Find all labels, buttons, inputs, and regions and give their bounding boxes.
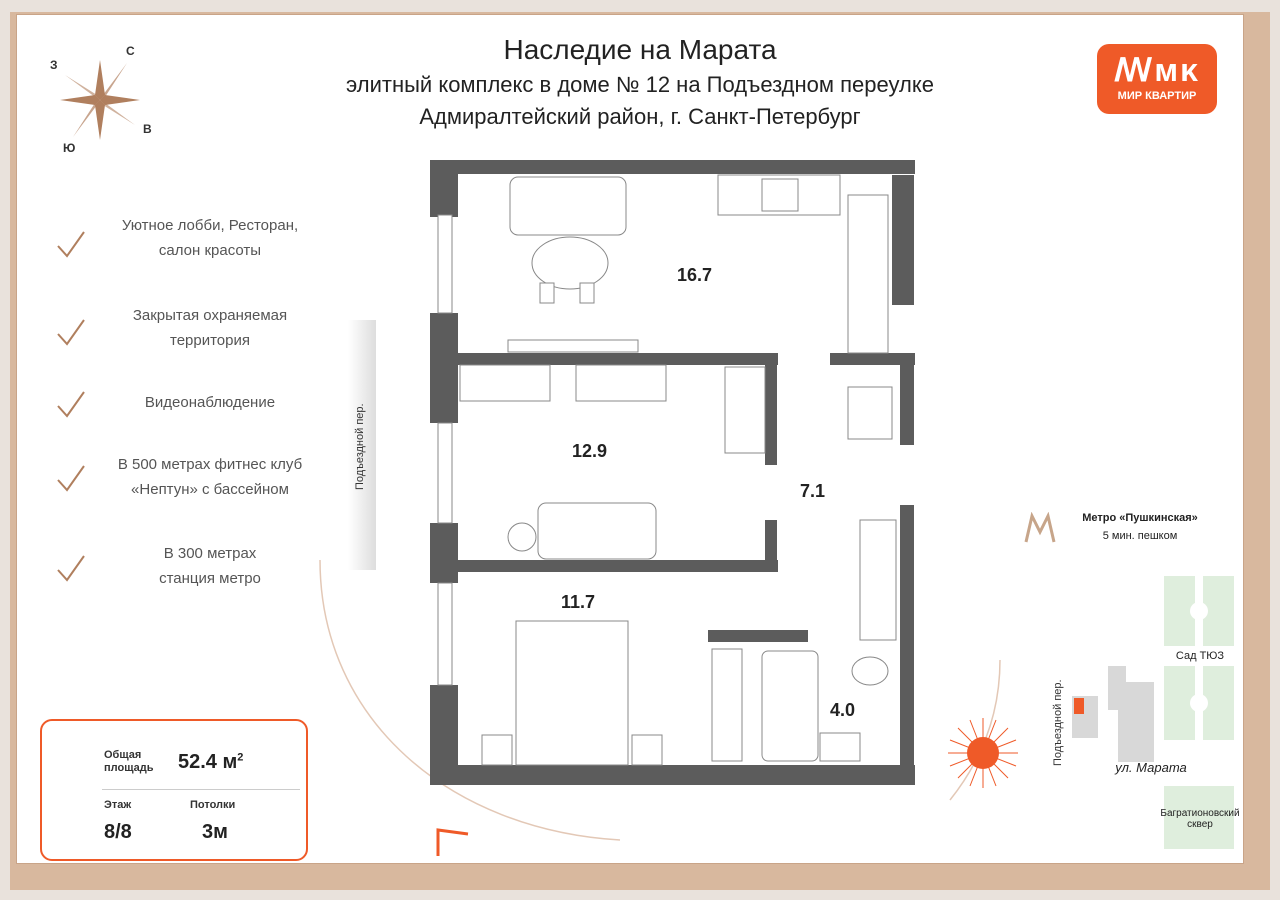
arrow-icon xyxy=(432,826,472,866)
divider xyxy=(102,789,300,790)
feature-item: В 500 метрах фитнес клуб «Нептун» с бассейном xyxy=(117,456,303,498)
area-label: Общая площадь xyxy=(104,749,154,774)
feature-item: Уютное лобби, Ресторан, салон красоты xyxy=(121,217,299,259)
feature-item: Видеонаблюдение xyxy=(144,394,276,411)
check-icon xyxy=(55,552,87,584)
compass-south: Ю xyxy=(63,141,76,155)
room-area-hall: 7.1 xyxy=(800,481,826,501)
check-icon xyxy=(55,388,87,420)
floor-plan xyxy=(420,155,920,790)
summary-card xyxy=(40,719,308,861)
moon-icon xyxy=(304,510,338,560)
sun-icon xyxy=(948,718,1018,788)
compass-east: В xyxy=(143,122,152,136)
metro-title: Метро «Пушкинская» xyxy=(1082,512,1198,524)
compass-north: С xyxy=(126,44,135,58)
area-value: 52.4 $м^2$ xyxy=(178,751,244,773)
page-location: Адмиралтейский район, г. Санкт-Петербург xyxy=(419,104,861,129)
room-area-bath: 4.0 xyxy=(830,700,856,720)
ceiling-value: 3м xyxy=(202,821,228,843)
building-map xyxy=(1068,658,1164,770)
ceiling-label: Потолки xyxy=(190,799,236,811)
metro-icon xyxy=(1022,512,1058,544)
feature-item: В 300 метрах станция метро xyxy=(159,545,261,587)
floor-label: Этаж xyxy=(104,799,132,811)
brand-logo xyxy=(1097,44,1217,114)
logo-mark: ꟿᴍᴋ xyxy=(1114,52,1200,88)
street-label-left: Подъездной пер. xyxy=(354,403,366,490)
check-icon xyxy=(55,462,87,494)
metro-subtitle: 5 мин. пешком xyxy=(1102,530,1178,542)
street-label-marata: ул. Марата xyxy=(1115,760,1187,775)
check-icon xyxy=(55,316,87,348)
room-area-room2: 11.7 xyxy=(561,592,596,612)
room-area-room1: 12.9 xyxy=(572,441,608,461)
floor-value: 8/8 xyxy=(104,821,132,843)
compass-west: З xyxy=(50,58,58,72)
street-label-lane: Подъездной пер. xyxy=(1052,679,1064,766)
logo-text: МИР КВАРТИР xyxy=(1117,90,1197,102)
check-icon xyxy=(55,228,87,260)
compass-icon xyxy=(55,55,145,145)
room-area-kitchen: 16.7 xyxy=(677,265,713,285)
page-subtitle: элитный комплекс в доме № 12 на Подъездном переулке xyxy=(346,72,934,97)
garden-label-bagration: Багратионовский сквер xyxy=(1160,808,1240,830)
garden-label-tyuz: Сад ТЮЗ xyxy=(1175,650,1225,662)
page-title: Наследие на Марата xyxy=(503,34,777,65)
feature-item: Закрытая охраняемая территория xyxy=(132,307,288,349)
